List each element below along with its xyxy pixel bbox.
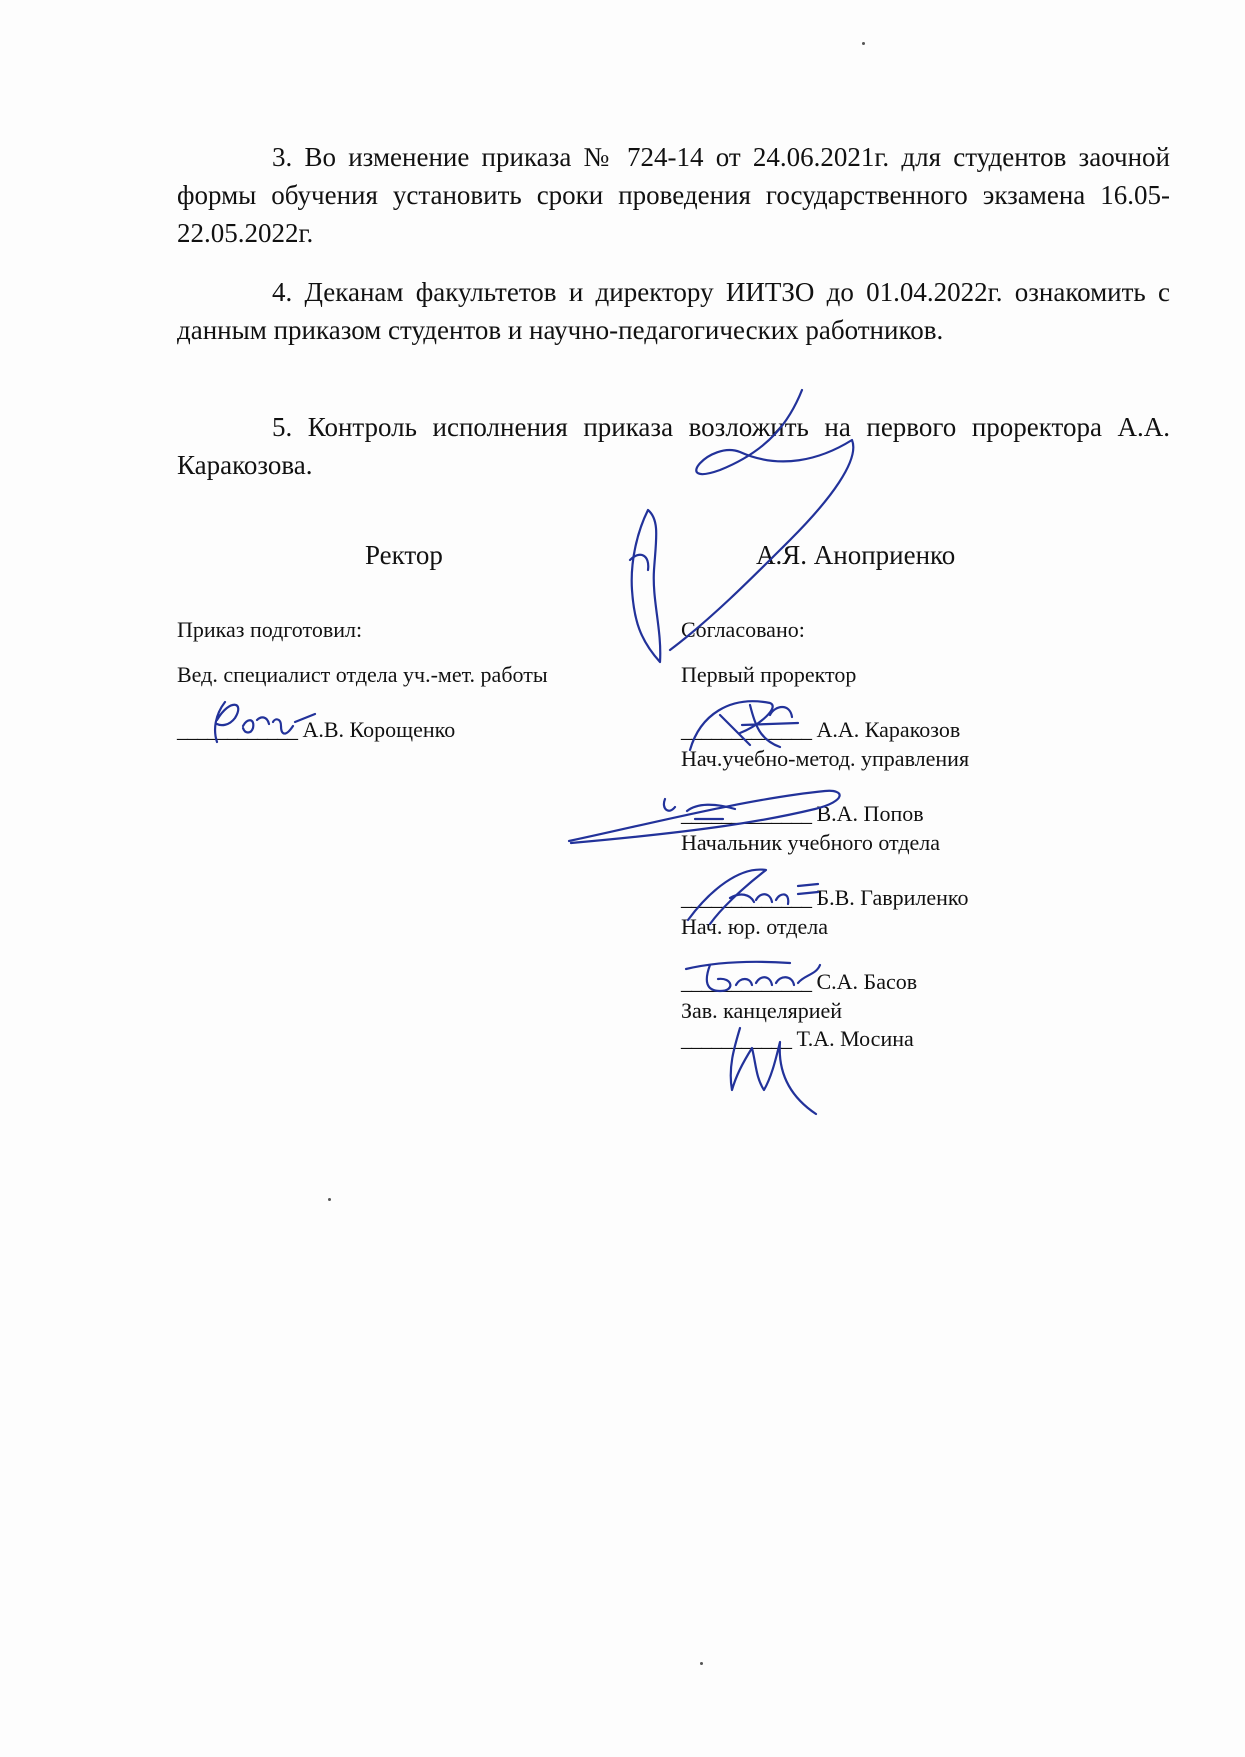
signature-blank: _____________ (681, 969, 811, 994)
agreed-signature-line-2 (681, 801, 924, 827)
signature-blank: _____________ (681, 717, 811, 742)
prepared-signature-line (177, 717, 455, 743)
rector-title: Ректор (365, 540, 443, 570)
scan-speck (700, 1662, 703, 1665)
rector-name: А.Я. Аноприенко (756, 540, 956, 570)
agreed-signature-line-3 (681, 885, 969, 911)
agreed-name-3: Б.В. Гавриленко (816, 885, 969, 910)
signature-blank: ___________ (681, 1026, 791, 1051)
scan-speck (862, 42, 865, 45)
agreed-position-3: Начальник учебного отдела (681, 830, 941, 855)
agreed-name-4: С.А. Басов (816, 969, 918, 994)
prepared-position: Вед. специалист отдела уч.-мет. работы (177, 662, 548, 687)
scan-speck (328, 1198, 331, 1201)
agreed-name-5: Т.А. Мосина (796, 1026, 914, 1051)
signature-blank: _____________ (681, 885, 811, 910)
agreed-signature-line-1 (681, 717, 960, 743)
agreed-position-2: Нач.учебно-метод. управления (681, 746, 970, 771)
agreed-position-1: Первый проректор (681, 662, 857, 687)
agreed-position-5: Зав. канцелярией (681, 998, 843, 1023)
agreed-name-2: В.А. Попов (816, 801, 924, 826)
prepared-heading: Приказ подготовил: (177, 617, 363, 642)
agreed-signature-line-5 (681, 1026, 914, 1052)
agreed-name-1: А.А. Каракозов (816, 717, 961, 742)
paragraph-5: 5. Контроль исполнения приказа возложить на первого проректора А.А. Каракозова. (177, 412, 1170, 480)
agreed-position-4: Нач. юр. отдела (681, 914, 829, 939)
signature-blank: _____________ (681, 801, 811, 826)
agreed-signature-line-4 (681, 969, 917, 995)
paragraph-4: 4. Деканам факультетов и директору ИИТЗО до 01.04.2022г. ознакомить с данным приказом студентов и научно-педагогических работников. (177, 277, 1170, 345)
agreed-heading: Согласовано: (681, 617, 805, 642)
prepared-name: А.В. Корощенко (302, 717, 456, 742)
signature-blank: ____________ (177, 717, 297, 742)
paragraph-3: 3. Во изменение приказа № 724-14 от 24.06.2021г. для студентов заочной формы обучения установить сроки проведения государственного экзамена 16.05-22.05.2022г. (177, 142, 1170, 248)
